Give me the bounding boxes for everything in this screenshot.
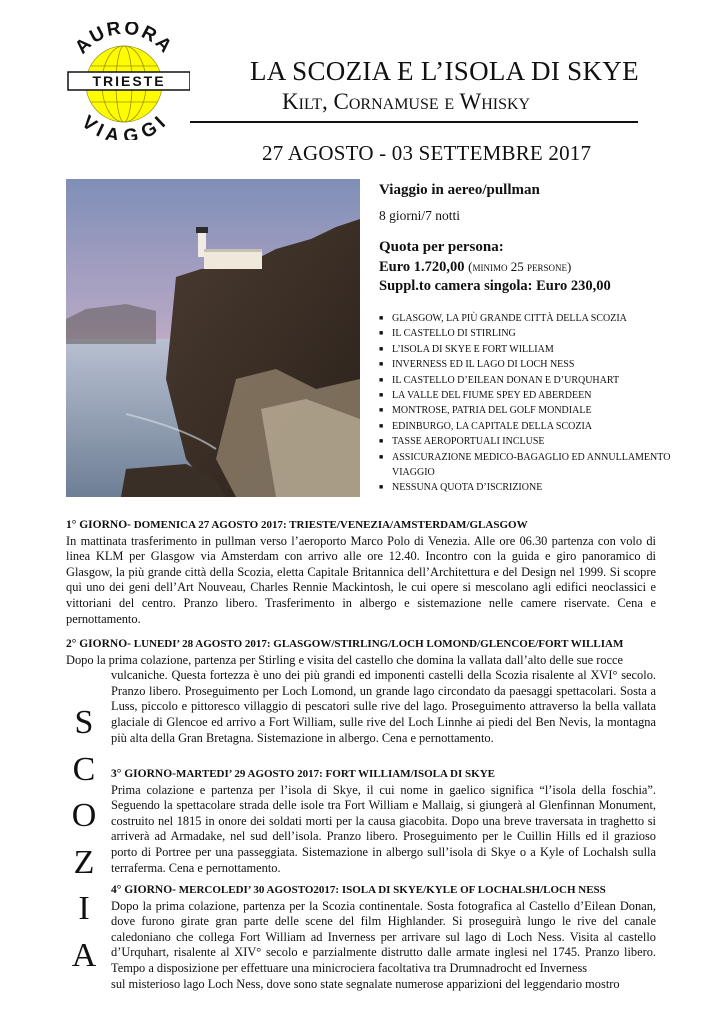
day-2 <box>66 637 656 746</box>
bullet-icon: ■ <box>379 375 384 384</box>
trip-type: Viaggio in aereo/pullman <box>379 182 540 198</box>
list-item <box>379 373 689 388</box>
day-title: LUNEDI’ 28 AGOSTO 2017: GLASGOW/STIRLING/LOCH LOMOND/GLENCOE/FORT WILLIAM <box>133 638 624 650</box>
list-item <box>379 311 689 326</box>
day-title: DOMENICA 27 AGOSTO 2017: TRIESTE/VENEZIA/AMSTERDAM/GLASGOW <box>133 519 528 531</box>
aurora-viaggi-logo <box>56 22 190 140</box>
day-title: MERCOLEDI’ 30 AGOSTO2017: ISOLA DI SKYE/KYLE OF LOCHALSH/LOCH NESS <box>178 884 606 896</box>
bullet-icon: ■ <box>379 406 384 415</box>
highlight-text: ASSICURAZIONE MEDICO-BAGAGLIO ED ANNULLAMENTO VIAGGIO <box>392 451 671 479</box>
trip-duration: 8 giorni/7 notti <box>379 208 460 223</box>
vertical-letter: A <box>71 936 97 974</box>
trip-info <box>379 180 699 296</box>
vertical-letter: S <box>74 704 94 741</box>
list-item <box>379 480 689 495</box>
vertical-letter: C <box>72 750 96 788</box>
list-item <box>379 450 689 481</box>
highlight-text: IL CASTELLO D’EILEAN DONAN E D’URQUHART <box>392 374 620 386</box>
bullet-icon: ■ <box>379 452 384 461</box>
highlight-text: GLASGOW, LA PIÙ GRANDE CITTÀ DELLA SCOZIA <box>392 313 627 324</box>
day-number: 2° GIORNO- <box>66 638 131 650</box>
day-number: 3° GIORNO- <box>111 768 176 780</box>
bullet-icon: ■ <box>379 314 384 322</box>
list-item <box>379 434 689 449</box>
day-heading <box>66 518 656 534</box>
day-description: In mattinata trasferimento in pullman verso l’aeroporto Marco Polo di Venezia. Alle ore 06.30 partenza con volo di linea KLM per Glasgow via Amsterdam con arrivo alle ore 12.40. Incontro con la guida e giro panoramico di Glasgow, la più grande città della Scozia, eletta Capitale Britannica dell’Architettura e del Design nel 1999. Si scopre qui uno dei geni dell’Art Nouveau, Charles Rennie Mackintosh, le cui opere si mescolano agli edifici neoclassici e vittoriani del centro. Pranzo libero. Trasferimento in albergo e sistemazione nelle camere riservate. Cena e pernottamento. <box>66 533 656 626</box>
bullet-icon: ■ <box>379 421 384 430</box>
day-description-last-line: sul misterioso lago Loch Ness, dove sono state segnalate numerose apparizioni del leggendario mostro <box>111 976 620 991</box>
day-heading <box>66 637 656 653</box>
day-description: Dopo la prima colazione, partenza per la Scozia continentale. Sosta fotografica al Castello d’Eilean Donan, dove furono girate gran parte delle scene del film Highlander. Si proseguirà lungo le rive del canale caledoniano che collega Fort William ad Inverness per arrivare sul lago di Loch Ness. Visita al castello d’Urquhart, risalente al XIV° secolo e parzialmente distrutto dalle armate inglesi nel 1745. Pranzo libero. Tempo a disposizione per effettuare una minicrociera facoltativa tra Drumnadrocht ed Inverness <box>111 898 656 975</box>
title-divider <box>190 121 638 123</box>
highlights-list <box>379 311 689 496</box>
bullet-icon: ■ <box>379 437 384 446</box>
bullet-icon: ■ <box>379 360 384 369</box>
trip-dates: 27 AGOSTO - 03 SETTEMBRE 2017 <box>262 141 592 165</box>
list-item <box>379 403 689 418</box>
bullet-icon: ■ <box>379 329 384 338</box>
day-number: 1° GIORNO- <box>66 519 131 531</box>
highlight-text: L’ISOLA DI SKYE E FORT WILLIAM <box>392 343 554 355</box>
logo-band-text: TRIESTE <box>92 73 166 89</box>
day-3 <box>66 767 656 876</box>
vertical-letter: O <box>71 797 97 834</box>
bullet-icon: ■ <box>379 483 384 492</box>
logo-arc-bottom: VIAGGI <box>77 111 172 140</box>
logo-arc-top: AURORA <box>71 22 177 59</box>
list-item <box>379 326 689 341</box>
highlight-text: INVERNESS ED IL LAGO DI LOCH NESS <box>392 359 575 371</box>
day-heading <box>111 767 656 783</box>
day-description-first-line: Dopo la prima colazione, partenza per Stirling e visita del castello che domina la vallata dall’alto delle sue rocce <box>66 652 624 667</box>
vertical-letter: I <box>78 890 90 927</box>
vertical-word-scozia <box>64 700 104 979</box>
globe-logo-icon <box>56 22 190 140</box>
single-room-supplement: Suppl.to camera singola: Euro 230,00 <box>379 278 611 294</box>
highlight-text: LA VALLE DEL FIUME SPEY ED ABERDEEN <box>392 390 592 402</box>
day-heading <box>66 883 656 899</box>
price-note: (minimo 25 persone) <box>468 259 572 274</box>
page-subtitle: Kilt, Cornamuse e Whisky <box>282 89 531 114</box>
day-1 <box>66 518 656 627</box>
bullet-icon: ■ <box>379 391 384 400</box>
day-4 <box>66 883 656 992</box>
price-line <box>379 257 699 277</box>
vertical-letter: Z <box>73 843 95 881</box>
list-item <box>379 342 689 357</box>
list-item <box>379 419 689 434</box>
bullet-icon: ■ <box>379 344 384 353</box>
highlight-text: MONTROSE, PATRIA DEL GOLF MONDIALE <box>392 405 592 417</box>
highlight-text: EDINBURGO, LA CAPITALE DELLA SCOZIA <box>392 420 593 432</box>
quota-label: Quota per persona: <box>379 239 504 255</box>
list-item <box>379 388 689 403</box>
price-value: Euro 1.720,00 <box>379 259 465 275</box>
list-item <box>379 357 689 372</box>
highlight-text: IL CASTELLO DI STIRLING <box>392 328 516 340</box>
day-description: vulcaniche. Questa fortezza è uno dei più grandi ed imponenti castelli della Scozia risalente al XVI° secolo. Pranzo libero. Proseguimento per Loch Lomond, un grande lago circondato da paesaggi spettacolari. Sosta a Luss, piccolo e pittoresco villaggio di pescatori sulle rive del lago. Proseguimento attraverso la bella vallata glaciale di Glencoe ed arrivo a Fort William, sulle rive del Loch Linnhe ai piedi del Ben Nevis, la montagna più alta della Gran Bretagna. Sistemazione in albergo. Cena e pernottamento. <box>111 668 656 745</box>
day-title: MARTEDI’ 29 AGOSTO 2017: FORT WILLIAM/ISOLA DI SKYE <box>175 768 495 780</box>
day-description: Prima colazione e partenza per l’isola di Skye, il cui nome in gaelico significa “l’isola della foschia”. Seguendo la spettacolare strada delle isole tra Fort William e Mallaig, si giungerà al Glenfinnan Monument, costruito nel 1815 in onore dei soldati morti per la causa giacobita. Dopo una breve traversata in traghetto si arriverà ad Armadake, nel sud dell’isola. Pranzo libero. Proseguimento per le Cuillin Hills ed il grazioso porto di Portree per una passeggiata. Sistemazione in albergo sull’isola di Skye o a Kyle of Lochalsh sulla terraferma. Cena e pernottamento. <box>111 782 656 875</box>
day-number: 4° GIORNO- <box>111 884 176 896</box>
highlight-text: NESSUNA QUOTA D’ISCRIZIONE <box>392 482 543 494</box>
page-title: LA SCOZIA E L’ISOLA DI SKYE <box>250 56 639 86</box>
lighthouse-photo <box>66 179 360 497</box>
highlight-text: TASSE AEROPORTUALI INCLUSE <box>392 436 545 448</box>
